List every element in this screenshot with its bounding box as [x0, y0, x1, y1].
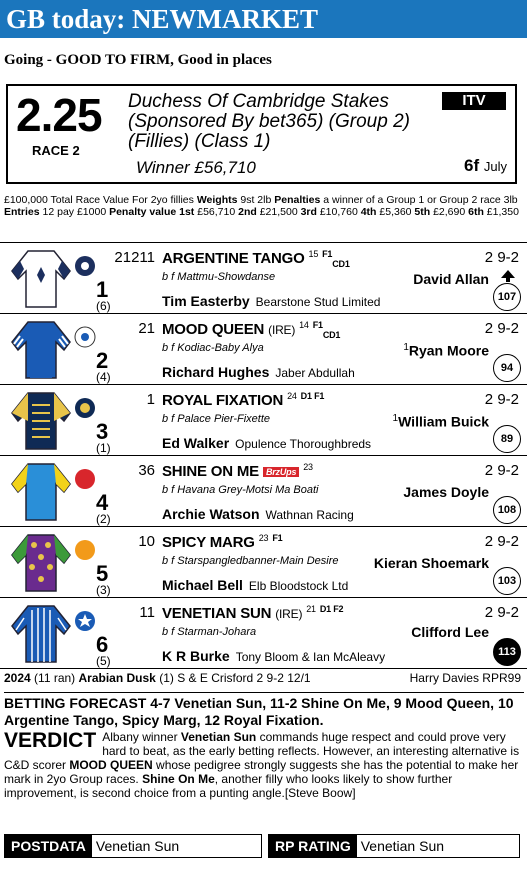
race-conditions — [4, 194, 524, 218]
days-since-run: 23 — [303, 462, 313, 472]
rpr-rating-badge: 108 — [493, 496, 521, 524]
rpr-rating-badge: 89 — [493, 425, 521, 453]
runner-draw: (3) — [96, 583, 111, 597]
horse-name-text: MOOD QUEEN — [162, 321, 265, 338]
horse-pedigree: b f Palace Pier-Fixette — [162, 413, 271, 425]
runner-form: 21211 — [114, 249, 155, 266]
jockey-cap-icon — [74, 326, 96, 348]
days-since-run: 23 — [258, 533, 269, 543]
jockey-name — [411, 624, 489, 640]
age-weight — [485, 462, 519, 479]
jockey-name — [393, 413, 489, 430]
horse-weight: 9-2 — [497, 462, 519, 479]
owner-name: Jaber Abdullah — [275, 366, 355, 380]
age-weight — [485, 533, 519, 550]
jockey-silks-icon — [8, 249, 74, 309]
verdict-heading: VERDICT — [4, 729, 97, 752]
runner-form: 36 — [138, 462, 155, 479]
last-year-horse: Arabian Dusk — [78, 671, 156, 685]
condition-part: a winner of a Group 1 or Group 2 race 3lb — [320, 194, 518, 206]
horse-name — [162, 533, 282, 551]
trainer-name: Tim Easterby — [162, 293, 250, 309]
jockey-name — [403, 484, 489, 500]
jockey-name — [413, 271, 489, 287]
verdict-part: whose pedigree strongly suggests she has the potential to make her mark in 2yo Group races. — [4, 758, 519, 786]
condition-part: Penalty value 1st — [109, 206, 195, 218]
runner-number: 2 — [96, 348, 109, 373]
horse-age: 2 — [484, 604, 494, 621]
meeting-banner: GB today: NEWMARKET — [0, 0, 527, 38]
verdict-part: Shine On Me — [142, 772, 215, 786]
trainer-name: Ed Walker — [162, 435, 230, 451]
horse-country: (IRE) — [268, 323, 296, 337]
days-since-run: 21 — [306, 604, 316, 614]
runner-number: 5 — [96, 561, 109, 586]
rpr-rating-badge: 103 — [493, 567, 521, 595]
runner-form: 21 — [138, 320, 155, 337]
jockey-claim: 1 — [403, 342, 409, 353]
rp-rating-label: RP RATING — [269, 835, 357, 857]
condition-part: 3rd — [300, 206, 317, 218]
horse-weight: 9-2 — [497, 249, 519, 266]
jockey-cap-icon — [74, 539, 96, 561]
verdict-section — [4, 730, 524, 800]
horse-age: 2 — [484, 320, 494, 337]
condition-part: 4th — [360, 206, 377, 218]
jockey-name — [374, 555, 489, 571]
condition-part: 9st 2lb — [237, 194, 275, 206]
horse-name — [162, 391, 324, 409]
runner-row — [0, 526, 527, 599]
distance-value: 6f — [464, 156, 480, 175]
betting-forecast: BETTING FORECAST 4-7 Venetian Sun, 11-2 Shine On Me, 9 Mood Queen, 10 Argentine Tango, Spicy Marg, 12 Royal Fixation. — [4, 692, 524, 729]
trainer-name: Archie Watson — [162, 506, 260, 522]
rp-rating-value: Venetian Sun — [360, 838, 445, 854]
runner-form: 1 — [146, 391, 155, 408]
condition-part: £21,500 — [256, 206, 301, 218]
horse-name-text: VENETIAN SUN — [162, 605, 272, 622]
last-year-details: (1) S & E Crisford 2 9-2 12/1 — [155, 671, 311, 685]
horse-country: (IRE) — [275, 607, 303, 621]
owner-name: Wathnan Racing — [265, 508, 354, 522]
form-badges-secondary: CD1 — [322, 330, 341, 340]
trainer-name: Michael Bell — [162, 577, 243, 593]
jockey-name — [403, 342, 489, 359]
horse-weight: 9-2 — [497, 320, 519, 337]
age-weight — [485, 249, 519, 266]
runner-draw: (2) — [96, 512, 111, 526]
condition-part: 6th — [468, 206, 484, 218]
jockey-name-text: William Buick — [398, 413, 489, 430]
horse-weight: 9-2 — [497, 391, 519, 408]
jockey-claim: 1 — [392, 413, 399, 424]
jockey-silks-icon — [8, 533, 74, 593]
horse-age: 2 — [484, 462, 494, 479]
last-year-field: (11 ran) — [30, 671, 79, 685]
form-badges: D1 F2 — [319, 604, 344, 614]
trainer-name: K R Burke — [162, 648, 230, 664]
race-number: RACE 2 — [32, 143, 80, 158]
last-year: 2024 — [4, 671, 31, 685]
last-year-winner — [0, 668, 527, 687]
condition-part: Entries — [4, 206, 40, 218]
horse-pedigree: b f Starman-Johara — [162, 626, 257, 638]
jockey-silks-icon — [8, 391, 74, 451]
rpr-rating-badge: 113 — [493, 638, 521, 666]
horse-name-text: SHINE ON ME — [162, 463, 259, 480]
owner-name: Tony Bloom & Ian McAleavy — [235, 650, 386, 664]
rpr-rating-badge: 107 — [493, 283, 521, 311]
horse-name-text: ROYAL FIXATION — [162, 392, 284, 409]
horse-name-text: SPICY MARG — [162, 534, 255, 551]
runner-draw: (6) — [96, 299, 111, 313]
form-badges-secondary: CD1 — [332, 259, 350, 269]
verdict-part: MOOD QUEEN — [69, 758, 153, 772]
horse-name — [162, 249, 350, 269]
trainer-owner — [162, 364, 355, 380]
jockey-name-text: David Allan — [413, 271, 489, 287]
postdata-value: Venetian Sun — [95, 838, 180, 854]
trainer-owner — [162, 293, 380, 309]
race-distance — [464, 156, 507, 176]
horse-pedigree: b f Kodiac-Baby Alya — [162, 342, 264, 354]
condition-part: 12 pay £1000 — [39, 206, 110, 218]
race-month: July — [483, 159, 507, 174]
runner-row — [0, 455, 527, 528]
verdict-part: , another filly who looks likely to show further improvement, is second choice from a punting angle.[Steve Boow] — [4, 772, 453, 800]
jockey-cap-icon — [74, 468, 96, 490]
horse-name-text: ARGENTINE TANGO — [162, 250, 305, 267]
runner-row — [0, 242, 527, 315]
form-badges: F1 — [272, 533, 283, 543]
horse-weight: 9-2 — [497, 533, 519, 550]
age-weight — [485, 604, 519, 621]
jockey-name-text: Clifford Lee — [411, 624, 489, 640]
race-name: Duchess Of Cambridge Stakes (Sponsored By bet365) (Group 2) (Fillies) (Class 1) — [128, 91, 410, 152]
runner-form: 10 — [138, 533, 155, 550]
runner-number: 6 — [96, 632, 109, 657]
runner-row — [0, 313, 527, 386]
trainer-owner — [162, 506, 354, 522]
rp-rating-box — [268, 834, 520, 858]
form-badges: D1 F1 — [300, 391, 325, 401]
days-since-run: 15 — [308, 249, 319, 259]
form-badges: F1 — [312, 320, 323, 330]
horse-age: 2 — [484, 533, 494, 550]
rpr-rating-badge: 94 — [493, 354, 521, 382]
runner-form: 11 — [139, 604, 155, 621]
postdata-box — [4, 834, 262, 858]
runner-row — [0, 597, 527, 670]
jockey-cap-icon — [74, 255, 96, 277]
runner-number: 1 — [96, 277, 109, 302]
jockey-name-text: Kieran Shoemark — [373, 555, 489, 571]
age-weight — [485, 391, 519, 408]
days-since-run: 14 — [299, 320, 309, 330]
runner-row — [0, 384, 527, 457]
horse-age: 2 — [484, 391, 494, 408]
winner-prize: Winner £56,710 — [136, 158, 256, 177]
tv-channel-badge: ITV — [442, 92, 506, 110]
horse-name — [162, 320, 340, 340]
horse-name — [162, 604, 343, 622]
days-since-run: 24 — [287, 391, 297, 401]
condition-part: £10,760 — [316, 206, 361, 218]
runner-draw: (1) — [96, 441, 111, 455]
runner-number: 3 — [96, 419, 109, 444]
verdict-part: Venetian Sun — [180, 730, 257, 744]
headgear-logo-icon: BrzUps — [263, 467, 299, 477]
condition-part: 2nd — [238, 206, 257, 218]
postdata-label: POSTDATA — [5, 835, 92, 857]
jockey-silks-icon — [8, 320, 74, 380]
race-time: 2.25 — [16, 89, 102, 141]
condition-part: £1,350 — [483, 206, 519, 218]
trainer-name: Richard Hughes — [162, 364, 270, 380]
horse-pedigree: b f Mattmu-Showdanse — [162, 271, 276, 283]
jockey-name-text: Ryan Moore — [408, 342, 489, 359]
condition-part: £2,690 — [430, 206, 469, 218]
runner-draw: (4) — [96, 370, 111, 384]
jockey-cap-icon — [74, 610, 96, 632]
horse-age: 2 — [484, 249, 494, 266]
jockey-cap-icon — [74, 397, 96, 419]
age-weight — [485, 320, 519, 337]
condition-part: £5,360 — [376, 206, 415, 218]
jockey-name-text: James Doyle — [403, 484, 489, 500]
trainer-owner — [162, 435, 371, 451]
going-info: Going - GOOD TO FIRM, Good in places — [4, 52, 272, 68]
last-year-rpr: Harry Davies RPR99 — [409, 671, 521, 685]
owner-name: Elb Bloodstock Ltd — [248, 579, 349, 593]
condition-part: Weights — [196, 194, 238, 206]
owner-name: Bearstone Stud Limited — [255, 295, 381, 309]
condition-part: £56,710 — [194, 206, 239, 218]
verdict-part: Albany winner — [102, 730, 181, 744]
jockey-silks-icon — [8, 462, 74, 522]
horse-weight: 9-2 — [497, 604, 519, 621]
jockey-silks-icon — [8, 604, 74, 664]
race-header-box — [6, 84, 517, 184]
verdict-part: commands huge respect and could prove very hard to beat, as the early betting reflects. However, an interesting alternative is C&D scorer — [4, 730, 520, 772]
trainer-owner — [162, 648, 385, 664]
horse-pedigree: b f Havana Grey-Motsi Ma Boati — [162, 484, 319, 496]
condition-part: Penalties — [274, 194, 321, 206]
horse-name — [162, 462, 313, 480]
runner-draw: (5) — [96, 654, 111, 668]
horse-pedigree: b f Starspangledbanner-Main Desire — [162, 555, 339, 567]
condition-part: 5th — [414, 206, 431, 218]
trainer-owner — [162, 577, 348, 593]
condition-part: £100,000 Total Race Value For 2yo fillies — [4, 194, 197, 206]
runner-number: 4 — [96, 490, 109, 515]
owner-name: Opulence Thoroughbreds — [235, 437, 372, 451]
form-badges: F1 — [322, 249, 333, 259]
